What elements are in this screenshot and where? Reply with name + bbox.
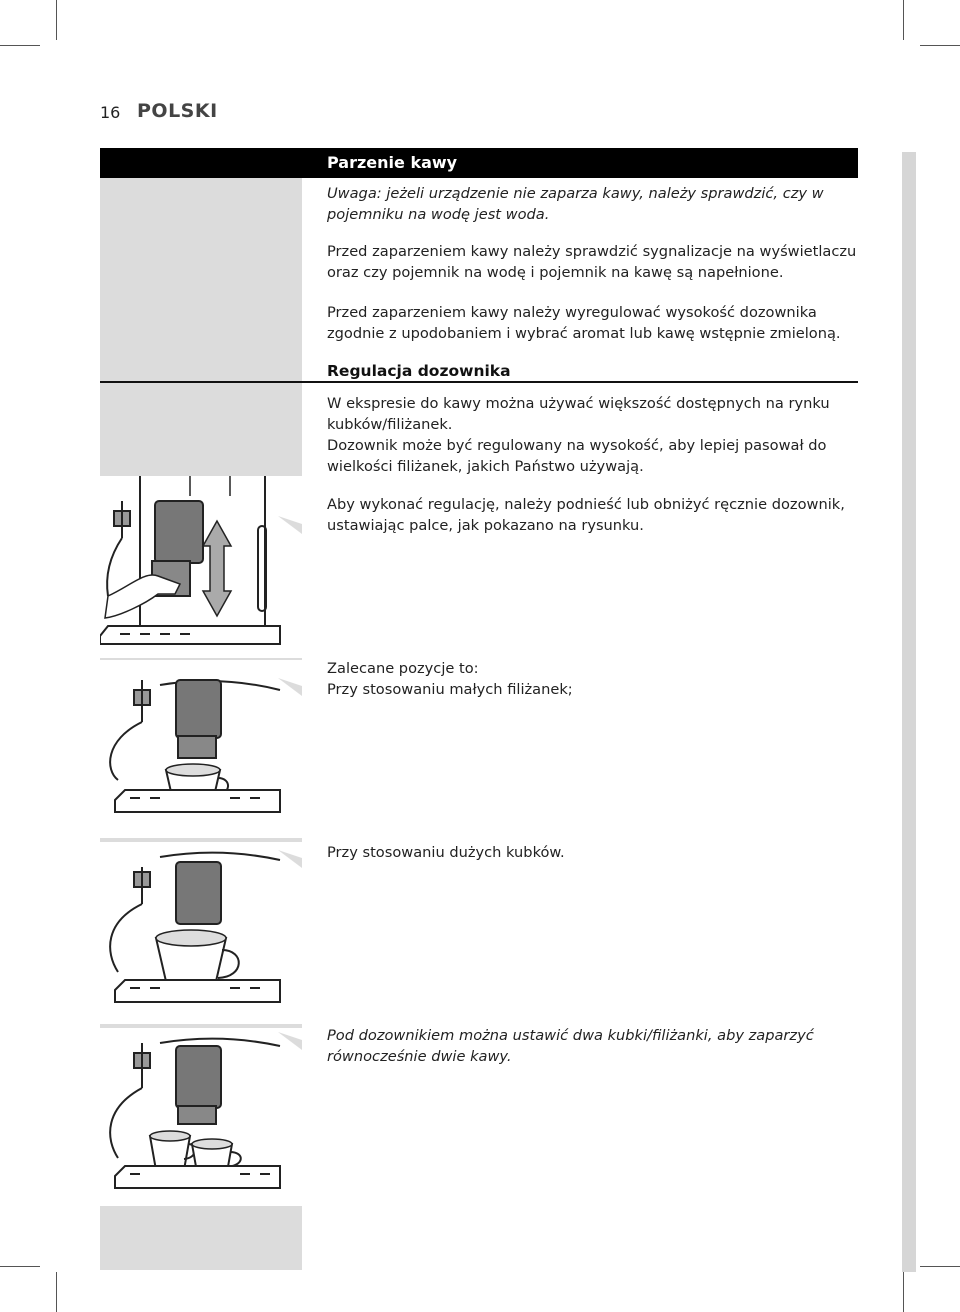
page-number: 16 — [100, 103, 121, 122]
crop-mark — [903, 1272, 904, 1312]
subsection-rule — [100, 381, 858, 383]
paragraph: W ekspresie do kawy można używać większość dostępnych na rynku kubków/filiżanek. — [327, 395, 830, 433]
note-text: Pod dozownikiem można ustawić dwa kubki/filiżanki, aby zaparzyć równocześnie dwie kawy. — [327, 1027, 814, 1065]
paragraph: Przed zaparzeniem kawy należy sprawdzić sygnalizacje na wyświetlaczu oraz czy pojemnik na wodę i pojemnik na kawę są napełnione. — [327, 243, 857, 281]
dispenser-adjust-illustration — [100, 476, 302, 658]
paragraph: Przy stosowaniu małych filiżanek; — [327, 681, 573, 698]
language-label: POLSKI — [137, 100, 218, 122]
page-edge-bar — [902, 152, 916, 1272]
paragraph: Przy stosowaniu dużych kubków. — [327, 844, 565, 861]
crop-mark — [0, 45, 40, 46]
paragraph: Aby wykonać regulację, należy podnieść lub obniżyć ręcznie dozownik, ustawiając palce, jak pokazano na rysunku. — [327, 496, 845, 534]
crop-mark — [56, 1272, 57, 1312]
crop-mark — [56, 0, 57, 40]
paragraph: Przed zaparzeniem kawy należy wyregulować wysokość dozownika zgodnie z upodobaniem i wybrać aromat lub kawę wstępnie zmieloną. — [327, 304, 841, 342]
paragraph: Dozownik może być regulowany na wysokość, aby lepiej pasował do wielkości filiżanek, jakich Państwo używają. — [327, 437, 827, 475]
section-header-bar — [100, 148, 858, 178]
small-cup-illustration — [100, 660, 302, 838]
large-mug-illustration — [100, 842, 302, 1024]
crop-mark — [920, 45, 960, 46]
crop-mark — [903, 0, 904, 40]
note-text: Uwaga: jeżeli urządzenie nie zaparza kawy, należy sprawdzić, czy w pojemniku na wodę jest woda. — [327, 185, 824, 223]
crop-mark — [0, 1266, 40, 1267]
two-cups-illustration — [100, 1028, 302, 1206]
crop-mark — [920, 1266, 960, 1267]
subsection-title: Regulacja dozownika — [327, 362, 511, 380]
section-title: Parzenie kawy — [327, 153, 458, 172]
paragraph: Zalecane pozycje to: — [327, 660, 479, 677]
